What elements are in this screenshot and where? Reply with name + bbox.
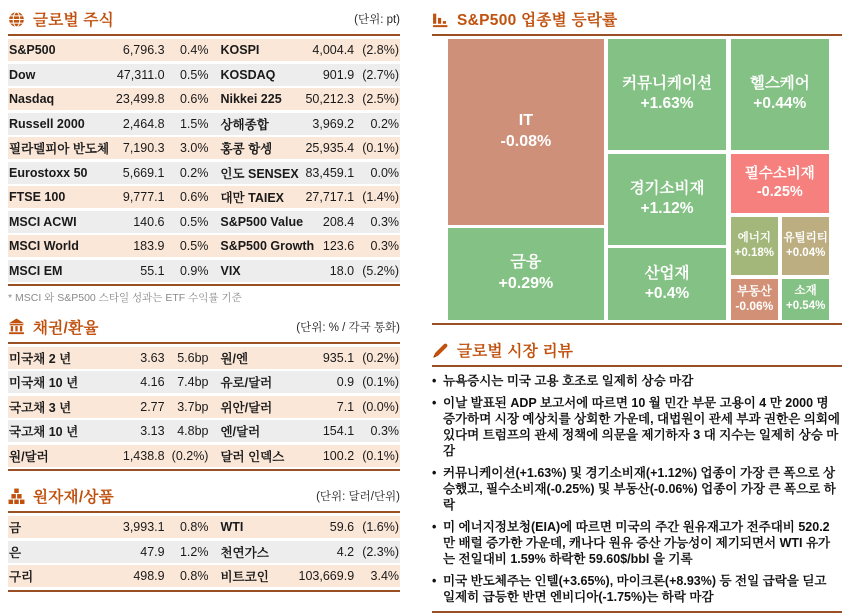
instrument-name: Nikkei 225: [220, 92, 282, 106]
instrument-value: 901.9: [322, 67, 355, 82]
sector-name: 산업재: [644, 265, 690, 283]
instrument-change: 0.8%: [179, 520, 209, 534]
instrument-change: 0.3%: [370, 239, 400, 253]
instrument-change: (0.0%): [362, 399, 400, 414]
table-row: [8, 88, 400, 110]
review-bullet: • 커뮤니케이션(+1.63%) 및 경기소비재(+1.12%) 업종이 가장 큰 폭으로 상승했고, 필수소비재(-0.25%) 및 부동산(-0.06%) 업종이 가장 큰 폭으로 하락: [432, 465, 842, 513]
instrument-change: (0.1%): [362, 141, 400, 155]
instrument-name: 상해종합: [220, 117, 269, 132]
commodities-table: [8, 516, 400, 587]
instrument-change: 0.2%: [370, 116, 400, 131]
sector-name: 필수소비재: [744, 165, 815, 182]
treemap-tile: [607, 38, 728, 151]
instrument-change: (1.4%): [362, 190, 400, 204]
instrument-name: KOSPI: [220, 43, 260, 57]
treemap-tile: [781, 278, 830, 321]
instrument-name: 금: [9, 521, 22, 535]
instrument-value: 7.1: [336, 399, 355, 414]
sector-name: 경기소비재: [629, 180, 705, 198]
table-row: [8, 162, 400, 184]
instrument-name: 유로/달러: [220, 376, 273, 390]
instrument-change: 0.5%: [179, 214, 209, 229]
instrument-value: 183.9: [133, 239, 165, 253]
instrument-name: VIX: [220, 263, 241, 278]
instrument-value: 3,969.2: [312, 116, 355, 131]
treemap-tile: [607, 153, 728, 246]
instrument-name: 인도 SENSEX: [220, 166, 299, 181]
instrument-value: 3,993.1: [122, 520, 165, 534]
sector-change: +0.44%: [753, 95, 807, 113]
instrument-change: (2.5%): [362, 92, 400, 106]
divider: [432, 34, 842, 36]
table-row: [8, 565, 400, 587]
instrument-value: 6,796.3: [122, 43, 165, 57]
instrument-name: S&P500 Value: [220, 214, 304, 229]
treemap-tile: [730, 216, 779, 276]
instrument-value: 3.63: [140, 350, 165, 365]
section-unit: (단위: % / 각국 통화): [296, 321, 400, 334]
instrument-name: 미국채 10 년: [9, 376, 79, 390]
sector-change: +0.04%: [786, 246, 826, 259]
instrument-value: 2.77: [140, 399, 165, 414]
table-row: [8, 64, 400, 86]
instrument-value: 498.9: [133, 569, 165, 583]
section-global-stocks: [8, 6, 400, 305]
divider: [8, 34, 400, 36]
instrument-value: 4,004.4: [312, 43, 355, 57]
table-row: [8, 516, 400, 538]
bank-icon: [8, 318, 25, 335]
table-row: [8, 235, 400, 257]
divider: [8, 469, 400, 471]
sector-change: +1.12%: [640, 200, 694, 218]
instrument-name: KOSDAQ: [220, 67, 276, 82]
section-title: 글로벌 시장 리뷰: [457, 343, 574, 360]
instrument-change: 0.3%: [370, 214, 400, 229]
instrument-value: 935.1: [322, 350, 355, 365]
instrument-value: 4.2: [336, 544, 355, 559]
instrument-name: 국고채 3 년: [9, 400, 72, 415]
instrument-change: 0.0%: [370, 165, 400, 180]
table-row: [8, 113, 400, 135]
section-header: [8, 6, 400, 32]
section-title: 글로벌 주식: [33, 12, 114, 29]
table-row: [8, 371, 400, 393]
right-column: [432, 6, 842, 613]
sector-name: 부동산: [736, 283, 772, 298]
instrument-name: 홍콩 항셍: [220, 142, 273, 156]
sector-name: 금융: [510, 254, 542, 272]
bonds-fx-table: [8, 347, 400, 467]
section-unit: (단위: 달러/단위): [316, 491, 400, 503]
instrument-name: MSCI ACWI: [9, 214, 77, 229]
instrument-change: (0.2%): [362, 350, 400, 365]
instrument-value: 0.9: [336, 375, 355, 389]
review-bullet: • 미 에너지정보청(EIA)에 따르면 미국의 주간 원유재고가 전주대비 520.2 만 배럴 증가한 가운데, 캐나다 원유 증산 가능성이 제기되면서 WTI 유가는 전일대비 1.59% 하락한 59.60$/bbl 을 기록: [432, 519, 842, 567]
instrument-change: 3.4%: [370, 569, 400, 583]
instrument-value: 50,212.3: [305, 92, 355, 106]
instrument-value: 59.6: [329, 520, 355, 534]
instrument-change: (0.1%): [362, 448, 400, 463]
treemap-tile: [730, 38, 830, 151]
review-bullet: • 이날 발표된 ADP 보고서에 따르면 10 월 민간 부문 고용이 4 만 2000 명 증가하며 시장 예상치를 상회한 가운데, 대법원이 관세 부과 권한은 의회에 있다며 트럼프의 관세 정책에 의문을 제기하자 3 대 지수는 일제히 상승 마감: [432, 395, 842, 459]
table-row: [8, 260, 400, 282]
sector-change: +0.54%: [786, 300, 826, 313]
instrument-change: 0.6%: [179, 92, 209, 106]
table-row: [8, 39, 400, 61]
instrument-value: 123.6: [322, 239, 355, 253]
sector-name: 소재: [794, 285, 817, 298]
sector-name: 에너지: [737, 232, 771, 245]
instrument-value: 47.9: [140, 544, 165, 559]
instrument-change: 3.0%: [179, 141, 209, 155]
instrument-change: (2.7%): [362, 67, 400, 82]
instrument-change: 0.5%: [179, 239, 209, 253]
global-stocks-table: [8, 39, 400, 282]
instrument-change: (0.1%): [362, 375, 400, 389]
instrument-change: 4.8bp: [177, 424, 209, 438]
section-header: [432, 337, 842, 363]
sector-change: +0.18%: [734, 246, 774, 259]
section-title: 채권/환율: [33, 319, 99, 337]
instrument-name: 대만 TAIEX: [220, 191, 284, 205]
instrument-change: 7.4bp: [177, 375, 209, 389]
sector-name: 헬스케어: [749, 75, 810, 93]
instrument-value: 55.1: [140, 263, 165, 278]
treemap-tile: [607, 247, 728, 321]
instrument-change: (2.8%): [362, 43, 400, 57]
sector-change: +0.29%: [498, 275, 554, 293]
instrument-change: 0.9%: [179, 263, 209, 278]
section-header: [432, 6, 842, 32]
table-row: [8, 445, 400, 467]
instrument-name: WTI: [220, 520, 244, 534]
table-row: [8, 186, 400, 208]
instrument-name: 은: [9, 545, 22, 560]
treemap-tile: [447, 38, 605, 226]
instrument-name: 위안/달러: [220, 400, 273, 415]
instrument-value: 5,669.1: [122, 165, 165, 180]
instrument-name: 미국채 2 년: [9, 351, 72, 366]
instrument-name: Eurostoxx 50: [9, 165, 88, 180]
instrument-name: 필라델피아 반도체: [9, 142, 110, 156]
instrument-name: Nasdaq: [9, 92, 55, 106]
sector-treemap: [447, 38, 830, 321]
instrument-change: 0.4%: [179, 43, 209, 57]
instrument-value: 100.2: [322, 448, 355, 463]
instrument-name: 원/달러: [9, 449, 49, 464]
instrument-value: 83,459.1: [305, 165, 355, 180]
instrument-name: 엔/달러: [220, 425, 261, 439]
divider: [8, 342, 400, 344]
instrument-name: S&P500: [9, 43, 56, 57]
instrument-value: 25,935.4: [305, 141, 355, 155]
instrument-value: 27,717.1: [305, 190, 355, 204]
sector-change: -0.06%: [735, 299, 774, 314]
sector-name: 커뮤니케이션: [622, 75, 712, 93]
treemap-tile: [730, 153, 830, 215]
instrument-change: (2.3%): [362, 544, 400, 559]
section-header: [8, 314, 400, 340]
sector-name: IT: [518, 112, 533, 130]
instrument-name: Russell 2000: [9, 116, 85, 131]
section-commodities: [8, 483, 400, 592]
instrument-change: (1.6%): [362, 520, 400, 534]
instrument-value: 9,777.1: [122, 190, 165, 204]
sector-name: 유틸리티: [783, 232, 828, 245]
instrument-change: 0.8%: [179, 569, 209, 583]
divider: [8, 284, 400, 286]
instrument-value: 18.0: [329, 263, 355, 278]
pyramid-icon: [8, 488, 25, 505]
treemap-tile: [447, 227, 605, 321]
instrument-change: (5.2%): [362, 263, 400, 278]
sector-change: -0.25%: [756, 184, 803, 201]
instrument-value: 4.16: [140, 375, 165, 389]
divider: [8, 590, 400, 592]
divider: [8, 511, 400, 513]
table-row: [8, 211, 400, 233]
section-unit: (단위: pt): [354, 14, 400, 26]
sector-change: -0.08%: [500, 132, 552, 150]
instrument-change: 3.7bp: [177, 399, 209, 414]
instrument-change: 5.6bp: [177, 350, 209, 365]
instrument-change: 0.5%: [179, 67, 209, 82]
divider: [432, 365, 842, 367]
globe-icon: [8, 11, 25, 28]
table-row: [8, 420, 400, 442]
pen-icon: [432, 342, 449, 359]
section-bonds-fx: [8, 314, 400, 472]
table-row: [8, 396, 400, 418]
instrument-value: 103,669.9: [298, 569, 355, 583]
instrument-value: 3.13: [140, 424, 165, 438]
instrument-name: MSCI EM: [9, 263, 63, 278]
instrument-name: 원/엔: [220, 351, 249, 366]
instrument-value: 140.6: [133, 214, 165, 229]
review-bullet: • 미국 반도체주는 인텔(+3.65%), 마이크론(+8.93%) 등 전일 급락을 딛고 일제히 급등한 반면 엔비디아(-1.75%)는 하락 마감: [432, 573, 842, 605]
table-footnote: * MSCI 와 S&P500 스타일 성과는 ETF 수익률 기준: [8, 291, 242, 304]
instrument-change: 0.2%: [179, 165, 209, 180]
instrument-change: 1.5%: [179, 116, 209, 131]
review-bullet-list: [432, 373, 842, 605]
section-header: [8, 483, 400, 509]
sector-change: +1.63%: [640, 95, 694, 113]
instrument-name: S&P500 Growth: [220, 239, 315, 253]
instrument-name: Dow: [9, 67, 36, 82]
section-sector-map: [432, 6, 842, 325]
instrument-value: 2,464.8: [122, 116, 165, 131]
bar-chart-icon: [432, 11, 449, 28]
instrument-name: 천연가스: [220, 545, 269, 560]
instrument-value: 23,499.8: [115, 92, 165, 106]
instrument-value: 208.4: [322, 214, 355, 229]
instrument-change: (0.2%): [171, 448, 209, 463]
section-title: S&P500 업종별 등락률: [457, 12, 618, 29]
instrument-change: 0.3%: [370, 424, 400, 438]
instrument-value: 47,311.0: [116, 67, 165, 82]
divider: [432, 323, 842, 325]
instrument-value: 1,438.8: [122, 448, 165, 463]
table-row: [8, 541, 400, 563]
instrument-name: 비트코인: [220, 570, 269, 584]
instrument-change: 0.6%: [179, 190, 209, 204]
instrument-name: 구리: [9, 570, 34, 584]
table-row: [8, 137, 400, 159]
review-bullet: • 뉴욕증시는 미국 고용 호조로 일제히 상승 마감: [432, 373, 842, 389]
instrument-name: 국고채 10 년: [9, 425, 79, 439]
treemap-tile: [730, 278, 779, 321]
instrument-name: 달러 인덱스: [220, 449, 285, 464]
treemap-tile: [781, 216, 830, 276]
instrument-name: MSCI World: [9, 239, 79, 253]
instrument-value: 7,190.3: [122, 141, 165, 155]
instrument-change: 1.2%: [179, 544, 209, 559]
sector-change: +0.4%: [644, 285, 690, 303]
instrument-value: 154.1: [322, 424, 355, 438]
section-market-review: [432, 337, 842, 613]
left-column: [8, 6, 400, 613]
instrument-name: FTSE 100: [9, 190, 66, 204]
section-title: 원자재/상품: [33, 489, 114, 506]
table-row: [8, 347, 400, 369]
